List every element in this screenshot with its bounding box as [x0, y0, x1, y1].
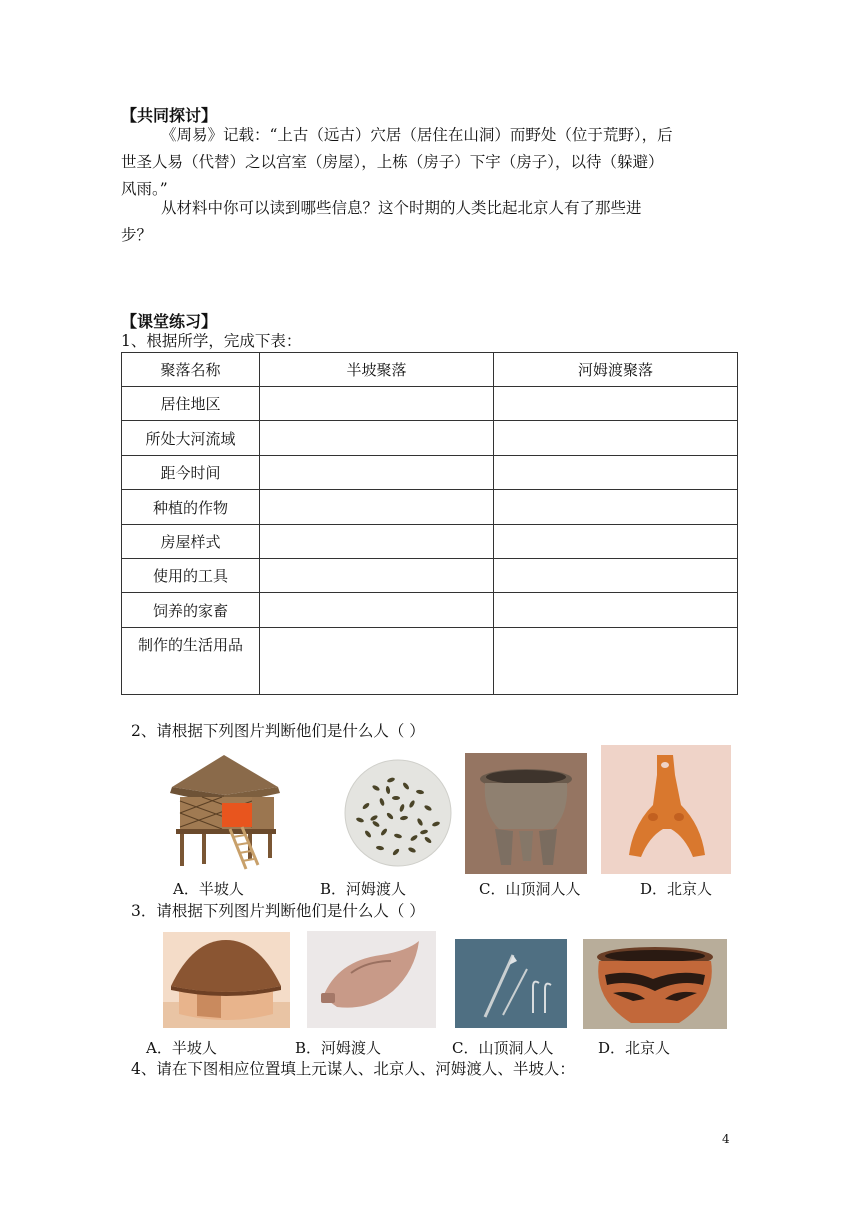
option-d[interactable]: D．北京人 [598, 1039, 671, 1057]
table-row-label: 制作的生活用品 [122, 628, 260, 695]
option-b[interactable]: B．河姆渡人 [295, 1039, 382, 1057]
table-header-cell: 半坡聚落 [260, 353, 494, 387]
question-4: 4、请在下图相应位置填上元谋人、北京人、河姆渡人、半坡人： [131, 1060, 575, 1078]
table-header-cell: 河姆渡聚落 [494, 353, 738, 387]
table-row [122, 593, 738, 628]
quote-line: 《周易》记载：“上古（远古）穴居（居住在山洞）而野处（位于荒野），后 [161, 126, 673, 144]
answer-cell[interactable] [494, 628, 738, 695]
table-header-cell: 聚落名称 [122, 353, 260, 387]
tripod-pottery-image [465, 753, 587, 874]
question-line: 从材料中你可以读到哪些信息？这个时期的人类比起北京人有了那些进 [161, 199, 642, 217]
table-row-label: 距今时间 [122, 456, 260, 490]
question-2: 2、请根据下列图片判断他们是什么人（ ） [131, 722, 425, 740]
discussion-question [121, 195, 741, 249]
answer-cell[interactable] [260, 456, 494, 490]
question-3: 3．请根据下列图片判断他们是什么人（ ） [131, 902, 425, 920]
quote-paragraph [121, 122, 741, 203]
table-header-row [122, 353, 738, 387]
section-heading-discussion: 【共同探讨】 [121, 106, 218, 125]
pottery-vessel-image [307, 931, 436, 1028]
table-row [122, 456, 738, 490]
table-row-label: 饲养的家畜 [122, 593, 260, 628]
table-row-label: 房屋样式 [122, 525, 260, 559]
table-row-label: 所处大河流域 [122, 421, 260, 456]
table-row [122, 387, 738, 421]
table-row-label: 种植的作物 [122, 490, 260, 525]
table-row [122, 559, 738, 593]
answer-cell[interactable] [260, 421, 494, 456]
answer-cell[interactable] [260, 628, 494, 695]
option-c[interactable]: C．山顶洞人人 [452, 1039, 554, 1057]
table-row [122, 490, 738, 525]
section-heading-practice: 【课堂练习】 [121, 312, 218, 331]
option-c[interactable]: C．山顶洞人人 [479, 880, 581, 898]
answer-cell[interactable] [260, 490, 494, 525]
answer-cell[interactable] [260, 593, 494, 628]
answer-cell[interactable] [494, 387, 738, 421]
option-d[interactable]: D．北京人 [640, 880, 713, 898]
quote-line: 风雨。” [121, 180, 168, 198]
table-row [122, 628, 738, 695]
option-a[interactable]: A．半坡人 [173, 880, 244, 898]
painted-pottery-image [583, 939, 727, 1029]
answer-cell[interactable] [494, 593, 738, 628]
stilt-house-image [162, 749, 286, 871]
quote-line: 世圣人易（代替）之以宫室（房屋），上栋（房子）下宇（房子），以待（躲避） [121, 153, 664, 171]
option-b[interactable]: B．河姆渡人 [320, 880, 407, 898]
bone-needles-image [455, 939, 567, 1028]
answer-cell[interactable] [260, 559, 494, 593]
question-1: 1、根据所学，完成下表： [121, 332, 302, 350]
round-hut-image [163, 932, 290, 1028]
question-line: 步？ [121, 226, 153, 244]
rice-grains-image [336, 758, 460, 868]
answer-cell[interactable] [494, 456, 738, 490]
answer-cell[interactable] [260, 387, 494, 421]
answer-cell[interactable] [260, 525, 494, 559]
answer-cell[interactable] [494, 490, 738, 525]
table-row-label: 使用的工具 [122, 559, 260, 593]
answer-cell[interactable] [494, 421, 738, 456]
table-row [122, 421, 738, 456]
answer-cell[interactable] [494, 559, 738, 593]
settlement-table [121, 352, 738, 695]
bone-tool-image [601, 745, 731, 874]
table-row [122, 525, 738, 559]
table-row-label: 居住地区 [122, 387, 260, 421]
option-a[interactable]: A．半坡人 [146, 1039, 217, 1057]
answer-cell[interactable] [494, 525, 738, 559]
page-number: 4 [722, 1132, 730, 1146]
